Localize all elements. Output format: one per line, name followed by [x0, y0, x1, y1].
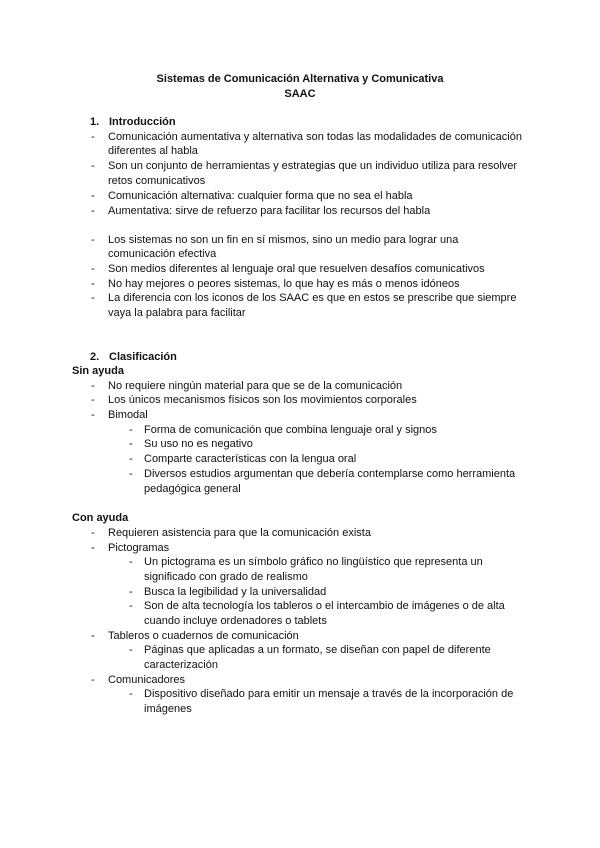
- bullet-dash: -: [91, 131, 95, 143]
- bullet-dash: -: [129, 453, 133, 465]
- list-item-continuation: vaya la palabra para facilitar: [108, 307, 246, 319]
- bullet-dash: -: [91, 278, 95, 290]
- list-item: Pictogramas: [108, 542, 170, 554]
- bullet-dash: -: [129, 586, 133, 598]
- bullet-dash: -: [91, 263, 95, 275]
- list-item: Requieren asistencia para que la comunicación exista: [108, 527, 371, 539]
- bullet-dash: -: [91, 630, 95, 642]
- subsection-heading: Con ayuda: [72, 512, 129, 524]
- document-title: Sistemas de Comunicación Alternativa y Comunicativa: [156, 73, 444, 85]
- bullet-dash: -: [91, 292, 95, 304]
- nested-list-item: Un pictograma es un símbolo gráfico no lingüístico que representa un: [144, 556, 483, 568]
- bullet-dash: -: [91, 234, 95, 246]
- list-item: Comunicación alternativa: cualquier forma que no sea el habla: [108, 190, 413, 202]
- bullet-dash: -: [91, 674, 95, 686]
- nested-list-item-continuation: imágenes: [144, 703, 192, 715]
- list-item-continuation: diferentes al habla: [108, 145, 198, 157]
- list-item: Tableros o cuadernos de comunicación: [108, 630, 299, 642]
- bullet-dash: -: [129, 556, 133, 568]
- nested-list-item: Dispositivo diseñado para emitir un mensaje a través de la incorporación de: [144, 688, 514, 700]
- list-item-continuation: retos comunicativos: [108, 175, 206, 187]
- nested-list-item: Diversos estudios argumentan que debería contemplarse como herramienta: [144, 468, 516, 480]
- section-number: 2.: [90, 351, 100, 363]
- list-item: Los únicos mecanismos físicos son los movimientos corporales: [108, 394, 417, 406]
- list-item: Son un conjunto de herramientas y estrategias que un individuo utiliza para resolver: [108, 160, 518, 172]
- list-item: Son medios diferentes al lenguaje oral que resuelven desafíos comunicativos: [108, 263, 485, 275]
- list-item: La diferencia con los iconos de los SAAC es que en estos se prescribe que siempre: [108, 292, 517, 304]
- nested-list-item-continuation: significado con grado de realismo: [144, 571, 308, 583]
- bullet-dash: -: [129, 600, 133, 612]
- list-item: No hay mejores o peores sistemas, lo que hay es más o menos idóneos: [108, 278, 460, 290]
- list-item: Los sistemas no son un fin en sí mismos, sino un medio para lograr una: [108, 234, 459, 246]
- nested-list-item: Forma de comunicación que combina lenguaje oral y signos: [144, 424, 437, 436]
- list-item: Comunicación aumentativa y alternativa son todas las modalidades de comunicación: [108, 131, 522, 143]
- list-item: Aumentativa: sirve de refuerzo para facilitar los recursos del habla: [108, 205, 431, 217]
- nested-list-item-continuation: pedagógica general: [144, 483, 241, 495]
- bullet-dash: -: [91, 160, 95, 172]
- bullet-dash: -: [129, 688, 133, 700]
- nested-list-item: Comparte características con la lengua oral: [144, 453, 357, 465]
- bullet-dash: -: [129, 644, 133, 656]
- bullet-dash: -: [129, 468, 133, 480]
- nested-list-item: Su uso no es negativo: [144, 438, 253, 450]
- bullet-dash: -: [91, 190, 95, 202]
- nested-list-item: Páginas que aplicadas a un formato, se diseñan con papel de diferente: [144, 644, 491, 656]
- list-item: Comunicadores: [108, 674, 186, 686]
- bullet-dash: -: [91, 205, 95, 217]
- bullet-dash: -: [91, 409, 95, 421]
- subsection-heading: Sin ayuda: [72, 365, 124, 377]
- section-heading: Introducción: [109, 116, 176, 128]
- bullet-dash: -: [129, 438, 133, 450]
- nested-list-item: Busca la legibilidad y la universalidad: [144, 586, 327, 598]
- bullet-dash: -: [91, 394, 95, 406]
- list-item-continuation: comunicación efectiva: [108, 248, 217, 260]
- nested-list-item-continuation: cuando incluye ordenadores o tablets: [144, 615, 327, 627]
- section-number: 1.: [90, 116, 100, 128]
- bullet-dash: -: [91, 380, 95, 392]
- bullet-dash: -: [129, 424, 133, 436]
- list-item: Bimodal: [108, 409, 148, 421]
- bullet-dash: -: [91, 527, 95, 539]
- bullet-dash: -: [91, 542, 95, 554]
- nested-list-item: Son de alta tecnología los tableros o el intercambio de imágenes o de alta: [144, 600, 505, 612]
- list-item: No requiere ningún material para que se de la comunicación: [108, 380, 403, 392]
- nested-list-item-continuation: caracterización: [144, 659, 218, 671]
- section-heading: Clasificación: [109, 351, 177, 363]
- document-subtitle: SAAC: [284, 88, 316, 100]
